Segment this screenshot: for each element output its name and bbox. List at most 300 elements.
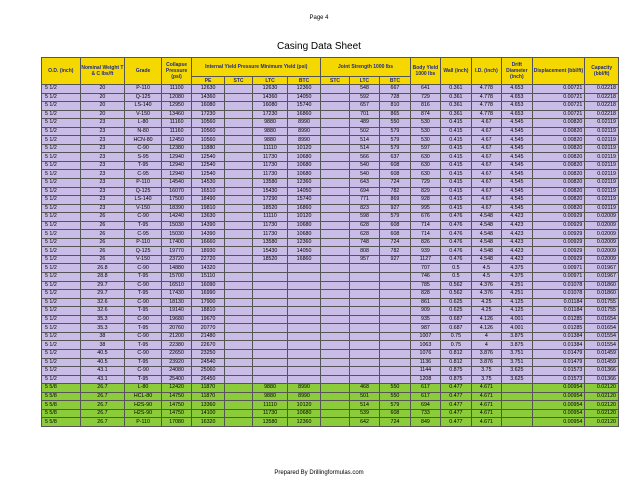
- joint-stc-cell: [321, 273, 349, 282]
- displacement-cell: 0.01573: [532, 367, 585, 376]
- capacity-cell: 0.02120: [585, 384, 619, 393]
- od-cell: 5 1/2: [42, 307, 81, 316]
- joint-btc-cell: 728: [380, 93, 410, 102]
- drift-cell: 4.653: [502, 85, 532, 94]
- displacement-cell: 0.01184: [532, 298, 585, 307]
- stc-cell: [224, 196, 252, 205]
- grade-cell: C-90: [125, 349, 162, 358]
- page-number: Page 4: [309, 15, 329, 21]
- collapse-cell: 12450: [161, 136, 191, 145]
- id-cell: 4: [471, 341, 501, 350]
- table-row: [42, 170, 619, 179]
- ltc-cell: 14360: [253, 93, 288, 102]
- id-cell: 4.25: [471, 307, 501, 316]
- id-cell: 4.778: [471, 85, 501, 94]
- header-pe: PE: [192, 77, 225, 85]
- btc-cell: [287, 290, 321, 299]
- joint-ltc-cell: [349, 349, 379, 358]
- grade-cell: Q-125: [125, 247, 162, 256]
- id-cell: 4.5: [471, 264, 501, 273]
- btc-cell: 10680: [287, 230, 321, 239]
- pe-cell: 11880: [192, 144, 225, 153]
- id-cell: 4.126: [471, 324, 501, 333]
- stc-cell: [224, 221, 252, 230]
- joint-stc-cell: [321, 144, 349, 153]
- capacity-cell: 0.02120: [585, 409, 619, 418]
- joint-ltc-cell: 628: [349, 221, 379, 230]
- weight-cell: 26: [80, 247, 125, 256]
- displacement-cell: 0.00929: [532, 247, 585, 256]
- pe-cell: 17900: [192, 298, 225, 307]
- collapse-cell: 22650: [161, 349, 191, 358]
- btc-cell: 12360: [287, 85, 321, 94]
- grade-cell: T-95: [125, 273, 162, 282]
- body-yield-cell: 849: [410, 418, 440, 427]
- stc-cell: [224, 273, 252, 282]
- table-row: [42, 290, 619, 299]
- drift-cell: 4.251: [502, 290, 532, 299]
- grade-cell: Q-125: [125, 187, 162, 196]
- header-body-yield: Body Yield 1000 lbs: [410, 58, 440, 85]
- body-yield-cell: 1208: [410, 375, 440, 384]
- stc-cell: [224, 358, 252, 367]
- joint-stc-cell: [321, 358, 349, 367]
- btc-cell: 15740: [287, 196, 321, 205]
- capacity-cell: 0.01755: [585, 298, 619, 307]
- joint-stc-cell: [321, 230, 349, 239]
- joint-ltc-cell: 514: [349, 401, 379, 410]
- joint-ltc-cell: [349, 324, 379, 333]
- joint-ltc-cell: 540: [349, 170, 379, 179]
- header-drift: Drift Diameter (inch): [502, 58, 532, 85]
- table-row: [42, 384, 619, 393]
- weight-cell: 32.6: [80, 307, 125, 316]
- grade-cell: HCN-80: [125, 136, 162, 145]
- stc-cell: [224, 127, 252, 136]
- displacement-cell: 0.00971: [532, 273, 585, 282]
- body-yield-cell: 874: [410, 110, 440, 119]
- wall-cell: 0.476: [441, 247, 471, 256]
- stc-cell: [224, 324, 252, 333]
- grade-cell: H2S-90: [125, 409, 162, 418]
- joint-btc-cell: 724: [380, 418, 410, 427]
- id-cell: 4.548: [471, 221, 501, 230]
- grade-cell: C-95: [125, 230, 162, 239]
- joint-btc-cell: 579: [380, 127, 410, 136]
- weight-cell: 20: [80, 93, 125, 102]
- od-cell: 5 1/2: [42, 332, 81, 341]
- joint-btc-cell: [380, 281, 410, 290]
- weight-cell: 23: [80, 187, 125, 196]
- table-row: [42, 255, 619, 264]
- collapse-cell: 12940: [161, 153, 191, 162]
- grade-cell: N-80: [125, 127, 162, 136]
- collapse-cell: 14540: [161, 179, 191, 188]
- btc-cell: 8990: [287, 127, 321, 136]
- btc-cell: 10680: [287, 153, 321, 162]
- id-cell: 3.876: [471, 358, 501, 367]
- joint-ltc-cell: 539: [349, 409, 379, 418]
- table-body: [42, 85, 619, 427]
- wall-cell: 0.476: [441, 213, 471, 222]
- joint-btc-cell: 927: [380, 204, 410, 213]
- joint-btc-cell: [380, 298, 410, 307]
- weight-cell: 28.8: [80, 273, 125, 282]
- table-row: [42, 367, 619, 376]
- weight-cell: 23: [80, 179, 125, 188]
- table-row: [42, 409, 619, 418]
- grade-cell: V-150: [125, 255, 162, 264]
- body-yield-cell: 909: [410, 307, 440, 316]
- pe-cell: 10560: [192, 127, 225, 136]
- wall-cell: 0.361: [441, 102, 471, 111]
- collapse-cell: 11100: [161, 85, 191, 94]
- id-cell: 4.548: [471, 238, 501, 247]
- ltc-cell: [253, 273, 288, 282]
- pe-cell: 22720: [192, 255, 225, 264]
- weight-cell: 40.5: [80, 349, 125, 358]
- drift-cell: 3.875: [502, 332, 532, 341]
- od-cell: 5 1/2: [42, 221, 81, 230]
- ltc-cell: [253, 264, 288, 273]
- weight-cell: 38: [80, 332, 125, 341]
- id-cell: 4.778: [471, 93, 501, 102]
- ltc-cell: 12630: [253, 85, 288, 94]
- pe-cell: 14320: [192, 264, 225, 273]
- joint-stc-cell: [321, 85, 349, 94]
- pe-cell: 10560: [192, 119, 225, 128]
- drift-cell: 4.545: [502, 153, 532, 162]
- capacity-cell: 0.01654: [585, 324, 619, 333]
- drift-cell: 4.653: [502, 102, 532, 111]
- stc-cell: [224, 179, 252, 188]
- displacement-cell: 0.00820: [532, 161, 585, 170]
- btc-cell: [287, 315, 321, 324]
- capacity-cell: 0.02218: [585, 110, 619, 119]
- capacity-cell: 0.02119: [585, 127, 619, 136]
- drift-cell: 4.545: [502, 196, 532, 205]
- ltc-cell: 18520: [253, 204, 288, 213]
- displacement-cell: 0.00820: [532, 187, 585, 196]
- joint-btc-cell: [380, 290, 410, 299]
- joint-btc-cell: 782: [380, 247, 410, 256]
- joint-btc-cell: [380, 315, 410, 324]
- body-yield-cell: 829: [410, 187, 440, 196]
- wall-cell: 0.477: [441, 401, 471, 410]
- btc-cell: 8990: [287, 392, 321, 401]
- stc-cell: [224, 264, 252, 273]
- joint-btc-cell: 608: [380, 409, 410, 418]
- weight-cell: 29.7: [80, 281, 125, 290]
- stc-cell: [224, 161, 252, 170]
- drift-cell: 3.625: [502, 375, 532, 384]
- id-cell: 4.671: [471, 418, 501, 427]
- btc-cell: 16860: [287, 110, 321, 119]
- header-od: O.D. (inch): [42, 58, 81, 85]
- ltc-cell: 9880: [253, 136, 288, 145]
- joint-stc-cell: [321, 179, 349, 188]
- weight-cell: 26.7: [80, 401, 125, 410]
- table-header: [42, 58, 619, 85]
- ltc-cell: 9880: [253, 392, 288, 401]
- wall-cell: 0.5: [441, 264, 471, 273]
- joint-stc-cell: [321, 127, 349, 136]
- weight-cell: 29.7: [80, 290, 125, 299]
- capacity-cell: 0.01554: [585, 341, 619, 350]
- wall-cell: 0.415: [441, 161, 471, 170]
- joint-stc-cell: [321, 341, 349, 350]
- joint-btc-cell: [380, 307, 410, 316]
- drift-cell: [502, 392, 532, 401]
- od-cell: 5 1/2: [42, 187, 81, 196]
- joint-stc-cell: [321, 392, 349, 401]
- btc-cell: [287, 324, 321, 333]
- joint-ltc-cell: 489: [349, 119, 379, 128]
- od-cell: 5 1/2: [42, 247, 81, 256]
- collapse-cell: 14750: [161, 401, 191, 410]
- joint-ltc-cell: [349, 315, 379, 324]
- grade-cell: V-150: [125, 204, 162, 213]
- ltc-cell: 11110: [253, 401, 288, 410]
- table-row: [42, 324, 619, 333]
- table-row: [42, 93, 619, 102]
- stc-cell: [224, 213, 252, 222]
- wall-cell: 0.477: [441, 409, 471, 418]
- joint-ltc-cell: 502: [349, 127, 379, 136]
- capacity-cell: 0.02218: [585, 102, 619, 111]
- grade-cell: P-110: [125, 418, 162, 427]
- od-cell: 5 1/2: [42, 349, 81, 358]
- drift-cell: 3.751: [502, 349, 532, 358]
- joint-btc-cell: [380, 341, 410, 350]
- body-yield-cell: 861: [410, 298, 440, 307]
- wall-cell: 0.477: [441, 418, 471, 427]
- wall-cell: 0.477: [441, 384, 471, 393]
- body-yield-cell: 1063: [410, 341, 440, 350]
- btc-cell: 8990: [287, 136, 321, 145]
- weight-cell: 26.7: [80, 418, 125, 427]
- od-cell: 5 1/2: [42, 358, 81, 367]
- joint-stc-cell: [321, 153, 349, 162]
- table-row: [42, 161, 619, 170]
- footer-credit: Prepared By Drillingformulas.com: [274, 470, 364, 476]
- id-cell: 3.75: [471, 375, 501, 384]
- joint-btc-cell: 810: [380, 102, 410, 111]
- joint-btc-cell: 579: [380, 213, 410, 222]
- ltc-cell: 9880: [253, 127, 288, 136]
- ltc-cell: 17230: [253, 110, 288, 119]
- collapse-cell: 18130: [161, 298, 191, 307]
- table-row: [42, 196, 619, 205]
- ltc-cell: [253, 349, 288, 358]
- joint-ltc-cell: [349, 290, 379, 299]
- od-cell: 5 1/2: [42, 110, 81, 119]
- wall-cell: 0.812: [441, 349, 471, 358]
- drift-cell: 4.545: [502, 161, 532, 170]
- joint-btc-cell: 579: [380, 144, 410, 153]
- grade-cell: C-90: [125, 281, 162, 290]
- displacement-cell: 0.00929: [532, 230, 585, 239]
- wall-cell: 0.415: [441, 170, 471, 179]
- ltc-cell: 11730: [253, 230, 288, 239]
- btc-cell: [287, 358, 321, 367]
- od-cell: 5 1/2: [42, 102, 81, 111]
- displacement-cell: 0.00820: [532, 144, 585, 153]
- wall-cell: 0.5: [441, 273, 471, 282]
- stc-cell: [224, 392, 252, 401]
- joint-btc-cell: 782: [380, 187, 410, 196]
- displacement-cell: 0.00820: [532, 204, 585, 213]
- joint-ltc-cell: 540: [349, 161, 379, 170]
- pe-cell: 13630: [192, 213, 225, 222]
- joint-stc-cell: [321, 307, 349, 316]
- ltc-cell: 9880: [253, 119, 288, 128]
- body-yield-cell: 630: [410, 153, 440, 162]
- stc-cell: [224, 341, 252, 350]
- ltc-cell: [253, 281, 288, 290]
- displacement-cell: 0.00820: [532, 170, 585, 179]
- id-cell: 4.67: [471, 196, 501, 205]
- od-cell: 5 1/2: [42, 144, 81, 153]
- pe-cell: 14390: [192, 221, 225, 230]
- joint-ltc-cell: 468: [349, 384, 379, 393]
- capacity-cell: 0.01967: [585, 273, 619, 282]
- wall-cell: 0.812: [441, 358, 471, 367]
- stc-cell: [224, 298, 252, 307]
- weight-cell: 20: [80, 102, 125, 111]
- collapse-cell: 24080: [161, 367, 191, 376]
- weight-cell: 43.1: [80, 367, 125, 376]
- grade-cell: C-90: [125, 144, 162, 153]
- grade-cell: T-95: [125, 358, 162, 367]
- table-row: [42, 221, 619, 230]
- btc-cell: 10120: [287, 213, 321, 222]
- od-cell: 5 5/8: [42, 401, 81, 410]
- table-row: [42, 375, 619, 384]
- wall-cell: 0.476: [441, 230, 471, 239]
- wall-cell: 0.415: [441, 153, 471, 162]
- joint-btc-cell: 724: [380, 179, 410, 188]
- displacement-cell: 0.00820: [532, 179, 585, 188]
- pe-cell: 17230: [192, 110, 225, 119]
- displacement-cell: 0.00721: [532, 102, 585, 111]
- od-cell: 5 1/2: [42, 324, 81, 333]
- header-collapse: Collapse Pressure (psi): [161, 58, 191, 85]
- od-cell: 5 1/2: [42, 281, 81, 290]
- weight-cell: 23: [80, 153, 125, 162]
- collapse-cell: 15030: [161, 230, 191, 239]
- collapse-cell: 12940: [161, 161, 191, 170]
- joint-stc-cell: [321, 187, 349, 196]
- id-cell: 3.876: [471, 349, 501, 358]
- joint-btc-cell: [380, 375, 410, 384]
- body-yield-cell: 935: [410, 315, 440, 324]
- stc-cell: [224, 170, 252, 179]
- joint-stc-cell: [321, 384, 349, 393]
- header-joint-btc: BTC: [380, 77, 410, 85]
- pe-cell: 12630: [192, 85, 225, 94]
- collapse-cell: 17080: [161, 418, 191, 427]
- wall-cell: 0.415: [441, 127, 471, 136]
- joint-btc-cell: [380, 324, 410, 333]
- collapse-cell: 19680: [161, 315, 191, 324]
- joint-btc-cell: 608: [380, 170, 410, 179]
- wall-cell: 0.361: [441, 93, 471, 102]
- wall-cell: 0.415: [441, 204, 471, 213]
- od-cell: 5 1/2: [42, 290, 81, 299]
- table-row: [42, 332, 619, 341]
- id-cell: 4.67: [471, 187, 501, 196]
- wall-cell: 0.562: [441, 290, 471, 299]
- capacity-cell: 0.02119: [585, 179, 619, 188]
- od-cell: 5 5/8: [42, 384, 81, 393]
- collapse-cell: 25400: [161, 375, 191, 384]
- grade-cell: HCL-80: [125, 392, 162, 401]
- od-cell: 5 1/2: [42, 196, 81, 205]
- ltc-cell: 15430: [253, 247, 288, 256]
- capacity-cell: 0.02218: [585, 93, 619, 102]
- capacity-cell: 0.01459: [585, 349, 619, 358]
- table-row: [42, 187, 619, 196]
- wall-cell: 0.875: [441, 375, 471, 384]
- collapse-cell: 15700: [161, 273, 191, 282]
- table-row: [42, 315, 619, 324]
- pe-cell: 12540: [192, 170, 225, 179]
- drift-cell: 3.625: [502, 367, 532, 376]
- pe-cell: 12540: [192, 161, 225, 170]
- capacity-cell: 0.02218: [585, 85, 619, 94]
- btc-cell: 14050: [287, 93, 321, 102]
- grade-cell: T-95: [125, 161, 162, 170]
- joint-ltc-cell: [349, 341, 379, 350]
- collapse-cell: 23720: [161, 255, 191, 264]
- weight-cell: 35.3: [80, 324, 125, 333]
- grade-cell: S-95: [125, 153, 162, 162]
- od-cell: 5 1/2: [42, 119, 81, 128]
- grade-cell: V-150: [125, 110, 162, 119]
- collapse-cell: 17400: [161, 238, 191, 247]
- body-yield-cell: 816: [410, 102, 440, 111]
- id-cell: 4.376: [471, 281, 501, 290]
- joint-btc-cell: 550: [380, 384, 410, 393]
- header-joint-ltc: LTC: [349, 77, 379, 85]
- table-row: [42, 230, 619, 239]
- pe-cell: 13360: [192, 401, 225, 410]
- btc-cell: [287, 298, 321, 307]
- pe-cell: 14100: [192, 409, 225, 418]
- capacity-cell: 0.02009: [585, 247, 619, 256]
- collapse-cell: 12420: [161, 384, 191, 393]
- collapse-cell: 23920: [161, 358, 191, 367]
- joint-ltc-cell: [349, 307, 379, 316]
- wall-cell: 0.687: [441, 324, 471, 333]
- body-yield-cell: 530: [410, 119, 440, 128]
- table-row: [42, 349, 619, 358]
- weight-cell: 23: [80, 127, 125, 136]
- ltc-cell: 11730: [253, 153, 288, 162]
- joint-stc-cell: [321, 349, 349, 358]
- collapse-cell: 14750: [161, 409, 191, 418]
- weight-cell: 23: [80, 170, 125, 179]
- stc-cell: [224, 85, 252, 94]
- stc-cell: [224, 204, 252, 213]
- id-cell: 4.548: [471, 255, 501, 264]
- pe-cell: 14530: [192, 179, 225, 188]
- header-capacity: Capacity (bbl/ft): [585, 58, 619, 85]
- capacity-cell: 0.02009: [585, 255, 619, 264]
- pe-cell: 10560: [192, 136, 225, 145]
- joint-ltc-cell: 598: [349, 213, 379, 222]
